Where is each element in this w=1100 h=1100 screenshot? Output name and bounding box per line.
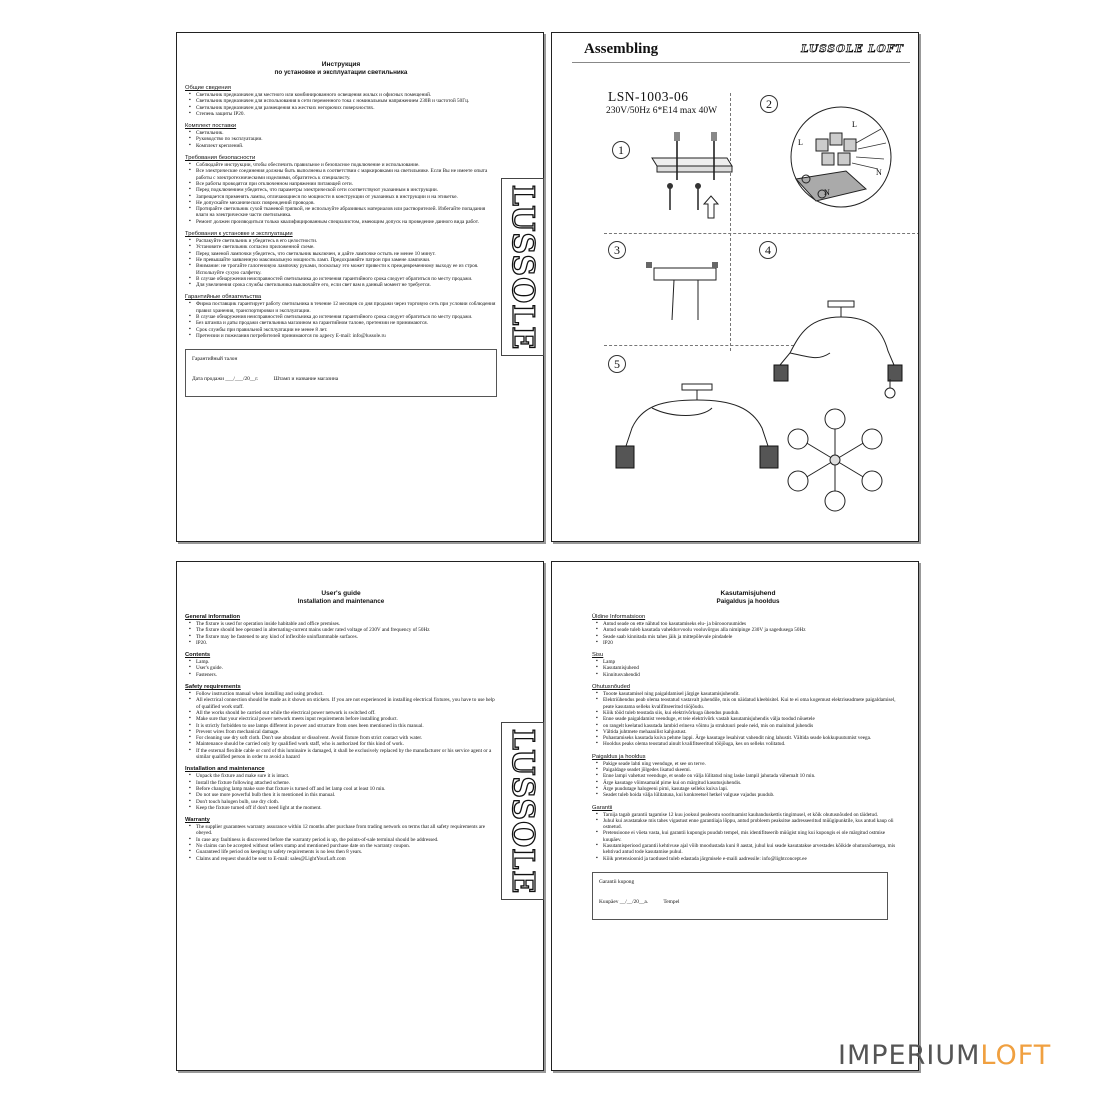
- en-section: [185, 684, 497, 760]
- list-item: ▪ Elektriühendus peab olema teostatud vastavalt juhendile, mis on näidatud kleebisitel. Kui te ei oma kogemust elektriseadmete paigaldamisel, peate kasutama selleks kvalifitseeritud tööjõudu.: [596, 697, 904, 710]
- list-item: ▪ Hooldus peaks olema teostatud ainult kvalifitseeritud tööjõuga, kes on selleks volitatud.: [596, 741, 904, 747]
- wiring-connection-diagram: [786, 99, 906, 219]
- list-item: ▪ Pretensioone ei võeta vasta, kui garantii kupongis puudub tempel, mis identifitseerib müügist ning kui kupongis ei ole märgitud ostmise kuupäev.: [596, 830, 904, 843]
- list-item: ▪ Antud seade on ette nähtud too kasutamiseks elu- ja büroooruumides: [596, 621, 904, 627]
- list-item: ▪ Install the fixture following attached scheme.: [189, 780, 497, 786]
- divider-h2: [604, 345, 794, 346]
- list-item: ▪ Для увеличения срока службы светильника выключайте его, если свет вам в данный момент не требуется.: [189, 282, 497, 288]
- list-item: ▪ Ремонт должен производиться только квалифицированным специалистом, имеющим допуск на проведение данного вида работ.: [189, 219, 497, 225]
- list-item: ▪ Фирма поставщик гарантирует работу светильника в течение 12 месяцев со дня продажи через торговую сеть при условии соблюдения правил хранения, транспортировки и эксплуатации.: [189, 301, 497, 314]
- title-rule: [572, 62, 910, 63]
- ru-sections: [185, 85, 497, 339]
- model-number: LSN-1003-06: [608, 89, 689, 104]
- ru-section-heading: Общие сведения: [185, 85, 231, 91]
- ru-section-heading: Требования к установке и эксплуатации: [185, 231, 293, 238]
- ee-section-list: [592, 621, 904, 646]
- list-item: ▪ Do not use more powerful bulb then it is mentioned in this manual.: [189, 792, 497, 798]
- list-item: ▪ Lamp: [596, 659, 904, 665]
- ee-sections: [592, 614, 904, 862]
- list-item: ▪ Maintenance should be carried only by qualified work staff, who is authorized for this kind of work.: [189, 741, 497, 747]
- russian-instruction-body: [185, 61, 497, 397]
- ee-section-heading: Sisu: [592, 652, 604, 659]
- watermark-part1: IMPERIUM: [838, 1040, 981, 1071]
- ee-title: Kasutamisjuhend: [720, 590, 776, 597]
- ru-coupon-title: Гарантийный талон: [192, 356, 238, 363]
- list-item: ▪ Make sure that your electrical power network meets input requirements before installing product.: [189, 716, 497, 722]
- ru-section: [185, 123, 497, 149]
- top-view-diagram: [780, 405, 890, 515]
- en-section-list: [185, 824, 497, 862]
- lussole-logo-text-3: LUSSOLE: [505, 728, 541, 894]
- ru-section: [185, 85, 497, 117]
- list-item: ▪ If the external flexible cable or cord of this luminaire is damaged, it shall be exclusively replaced by the manufacturer or his service agent or a similar qualified person in order to avoid a hazard: [189, 748, 497, 761]
- list-item: ▪ Светильник предназначен для местного или комбинированного освещения жилых и офисных помещений.: [189, 92, 497, 98]
- list-item: ▪ Претензии и пожелания потребителей принимаются по адресу E-mail: info@lussole.ru: [189, 333, 497, 339]
- list-item: ▪ It is strictly forbidden to use lamps different in power and structure from ones been mentioned in this manual.: [189, 723, 497, 729]
- list-item: ▪ The fixture is used for operation inside habitable and office premises.: [189, 621, 497, 627]
- list-item: ▪ Светильник предназначен для использования в сети переменного тока с номинальным напряжением 230В и частотой 50Гц.: [189, 98, 497, 104]
- list-item: ▪ Светильник предназначен для размещения на жестких негорючих поверхностях.: [189, 105, 497, 111]
- ru-section-list: [185, 162, 497, 225]
- en-section-list: [185, 621, 497, 646]
- list-item: ▪ For cleaning use dry soft cloth. Don't use abradant or dissolvent. Avoid fixture from strict contact with water.: [189, 735, 497, 741]
- list-item: ▪ Распакуйте светильник и убедитесь в его целостности.: [189, 238, 497, 244]
- en-section: [185, 817, 497, 862]
- list-item: ▪ Светильник.: [189, 130, 497, 136]
- list-item: ▪ IP20.: [189, 640, 497, 646]
- list-item: ▪ Guaranteed life period on keeping to safety requirements is no less then 8 years.: [189, 849, 497, 855]
- list-item: ▪ Запрещается применять лампы, отличающиеся по мощности в конструкции от указанных в инструкции и на этикетке.: [189, 194, 497, 200]
- list-item: ▪ Follow instruction manual when installing and using product.: [189, 691, 497, 697]
- list-item: ▪ Tooote kasutamisel ning paigaldamisel järgige kasutamisjuhendit.: [596, 691, 904, 697]
- ee-coupon-title: Garantii kupong: [599, 878, 635, 885]
- ee-warranty-coupon: [592, 872, 888, 920]
- list-item: ▪ Vältida juhtmete mehaanilist kahjustust.: [596, 729, 904, 735]
- list-item: ▪ Все электрические соединения должны быть выполнены в соответствии с маркировками на светильнике. Если Вы не имеете опыта работы с электротехническими изделиями, обратитесь к специалисту.: [189, 168, 497, 181]
- list-item: ▪ Ärge kasutage võimsamaid pirne kui on märgitud kasutusjuhendis.: [596, 780, 904, 786]
- ru-section-heading: Комплект поставки: [185, 123, 237, 130]
- step-3-number: 3: [608, 241, 626, 259]
- en-sections: [185, 614, 497, 862]
- en-section: [185, 614, 497, 646]
- en-section-heading: Safety requirements: [185, 684, 241, 691]
- imperiumloft-watermark: [838, 1040, 1051, 1071]
- list-item: ▪ Unpack the fixture and make sure it is intact.: [189, 773, 497, 779]
- list-item: ▪ В случае обнаружения неисправностей светильника до истечения гарантийного срока следует обратиться по месту продажи.: [189, 276, 497, 282]
- ee-section-list: [592, 761, 904, 799]
- list-item: ▪ Kinnitusvahendid: [596, 672, 904, 678]
- ru-warranty-coupon: [185, 349, 497, 397]
- list-item: ▪ Протирайте светильник сухой тканевой тряпкой, не используйте абразивных материалов или растворителей. Избегайте попадания влаги на электрические части светильника.: [189, 206, 497, 219]
- divider-h1: [604, 233, 919, 234]
- list-item: ▪ Ärge puudutage halogeeni pirni, kasutage selleks kuiva lapi.: [596, 786, 904, 792]
- list-item: ▪ Перед заменой лампочки убедитесь, что светильник выключен, и дайте лампочке остыть не менее 10 минут.: [189, 251, 497, 257]
- en-subtitle: Installation and maintenance: [297, 598, 385, 605]
- list-item: ▪ Все работы проводятся при отключенном напряжении питающей сети.: [189, 181, 497, 187]
- ru-title: Инструкция: [321, 61, 361, 68]
- ee-section-list: [592, 812, 904, 862]
- english-guide-page: [176, 561, 544, 1071]
- english-guide-body: [185, 590, 497, 868]
- step-5-number: 5: [608, 355, 626, 373]
- watermark-part2: LOFT: [980, 1040, 1052, 1071]
- en-section-list: [185, 691, 497, 760]
- list-item: ▪ В случае обнаружения неисправностей светильника до истечения гарантийного срока следует обратиться по месту продажи.: [189, 314, 497, 320]
- list-item: ▪ Kasutamisperiood garantii kehtivuse ajal võib moodustada kuni 8 aastat, juhul kui seade kasutatakse arvestades kõikide ohutusnõuetega, mis kehtivad antud tode kasutamise puhul.: [596, 843, 904, 856]
- lussole-logo-text: LUSSOLE: [505, 184, 541, 350]
- en-section-heading: Warranty: [185, 817, 210, 824]
- wire-label-n1: N: [876, 168, 882, 177]
- list-item: ▪ Kasutamisjuhend: [596, 665, 904, 671]
- list-item: ▪ IP20: [596, 640, 904, 646]
- wire-label-n2: N: [824, 188, 830, 197]
- list-item: ▪ Без штампа и даты продажи светильника магазином на гарантийном талоне, претензии не принимаются.: [189, 320, 497, 326]
- en-section: [185, 652, 497, 678]
- list-item: ▪ on rangelt keelatud kasutada lambid erineva võimu ja struktuuri peale neid, mis on mainitud juhendis: [596, 723, 904, 729]
- list-item: ▪ Enne seade paigaldamist veenduge, et teie elektrivõrk vastab kasutamisjuhendis välja toodud nõuetele: [596, 716, 904, 722]
- brand-logo: LUSSOLE LOFT: [801, 43, 904, 55]
- wire-label-l1: L: [852, 120, 857, 129]
- wire-label-l2: L: [798, 138, 803, 147]
- list-item: ▪ Before changing lamp make sure that fixture is turned off and let lamp cool at least 10 min.: [189, 786, 497, 792]
- list-item: ▪ Перед подключением убедитесь, что параметры электрической сети соответствуют указанным в инструкции.: [189, 187, 497, 193]
- step-4-number: 4: [759, 241, 777, 259]
- en-section-heading: Contents: [185, 652, 211, 659]
- ee-section-list: [592, 691, 904, 748]
- assembling-title: Assembling: [584, 41, 659, 57]
- list-item: ▪ Tarnija tagab garantii tagamise 12 kuu jooksul pealeostu soorituamist kaubanduskettis tingimusel, et kõik ohutusnõuded on täidetud.: [596, 812, 904, 818]
- ru-section-list: [185, 92, 497, 117]
- list-item: ▪ The supplier guarantees warranty assurance within 12 months after purchase from trading network on terms that all safety requirements are obeyed.: [189, 824, 497, 837]
- ee-section: [592, 754, 904, 799]
- lussole-logo-outline: [501, 178, 544, 356]
- list-item: ▪ Руководство по эксплуатации.: [189, 136, 497, 142]
- ee-section: [592, 805, 904, 862]
- estonian-guide-body: [592, 590, 904, 920]
- en-title: User's guide: [321, 590, 361, 597]
- list-item: ▪ Keep the fixture turned off if don't need light at the moment.: [189, 805, 497, 811]
- ee-section-heading: Paigaldus ja hooldus: [592, 753, 646, 760]
- list-item: ▪ User's guide.: [189, 665, 497, 671]
- ee-coupon-date: Kuupäev __/__/20__a.: [599, 898, 649, 905]
- list-item: ▪ Установите светильник согласно приложенной схеме.: [189, 244, 497, 250]
- list-item: ▪ All the works should be carried out while the electrical power network is switched off.: [189, 710, 497, 716]
- ru-section: [185, 231, 497, 288]
- russian-instruction-page: [176, 32, 544, 542]
- list-item: ▪ Don't touch halogen bulb, use dry cloth.: [189, 799, 497, 805]
- estonian-guide-page: [551, 561, 919, 1071]
- en-section-list: [185, 773, 497, 811]
- ru-coupon-date: Дата продажи ___/___/20__г.: [192, 376, 259, 383]
- list-item: ▪ No claims can be accepted without sellers stamp and mentioned purchase date on the warranty coupon.: [189, 843, 497, 849]
- ee-section-heading: Ohutusnõuded: [592, 684, 631, 691]
- list-item: ▪ Срок службы при правильной эксплуатации не менее 8 лет.: [189, 327, 497, 333]
- list-item: ▪ In case any faultiness is discovered before the warranty period is up, the points-of-sale terminal should be addressed.: [189, 837, 497, 843]
- ee-section: [592, 684, 904, 748]
- ru-section: [185, 294, 497, 339]
- en-section-list: [185, 659, 497, 678]
- list-item: ▪ Внимание: не трогайте галогеновую лампочку руками, поскольку это может привести к преждевременному выходу ее из строя. Используйте сухую салфетку.: [189, 263, 497, 276]
- list-item: ▪ Степень защиты IP20.: [189, 111, 497, 117]
- ee-section: [592, 652, 904, 678]
- list-item: ▪ Комплект креплений.: [189, 143, 497, 149]
- list-item: ▪ Antud seade tuleb kasutada vahelduvvoolu vooluvõrgus alla nimipinge 230V ja sagedusega 50Hz: [596, 627, 904, 633]
- ru-section-list: [185, 130, 497, 149]
- list-item: ▪ Fasteners.: [189, 672, 497, 678]
- electrical-spec: 230V/50Hz 6*E14 max 40W: [606, 106, 718, 116]
- list-item: ▪ The fixture should bee operated in alternating-current mains under rated voltage of 230V and frequency of 50Hz: [189, 627, 497, 633]
- ee-section-heading: Garantii: [592, 804, 613, 811]
- list-item: ▪ Lamp.: [189, 659, 497, 665]
- list-item: ▪ All electrical connection should be made as it shown on stickers. If you are not experienced in installing electrical fixtures, you have to use help of qualified work staff.: [189, 697, 497, 710]
- list-item: ▪ The fixture may be fastened to any kind of inflexible uninflammable surfaces.: [189, 634, 497, 640]
- list-item: ▪ Claims and request should be sent to E-mail: sales@LightYourLoft.com: [189, 856, 497, 862]
- list-item: ▪ Puhastamiseks kasutada kuiva pehme lappi. Ärge kasutage lesahivat vahendit ning lahustit. Vältida seade kokkupuutumist veega.: [596, 735, 904, 741]
- pendant-assembled-diagram: [770, 293, 910, 413]
- ru-section: [185, 155, 497, 225]
- ru-subtitle: по установке и эксплуатации светильника: [274, 69, 408, 76]
- ru-section-heading: Гарантийные обязательства: [185, 294, 262, 301]
- ee-coupon-stamp: Tempel: [663, 898, 680, 905]
- list-item: ▪ Juhul kui avastatakse mis tahes vigastust enne garantiiaja lõppu, antud probleem peaksitse aadresseeritud müügipunktile, kus antud kaup oli ostnetud.: [596, 818, 904, 831]
- list-item: ▪ Не превышайте заявленную максимальную мощность ламп. Предохраняйте патрон при замене лампочки.: [189, 257, 497, 263]
- list-item: ▪ Не допускайте механических повреждений проводов.: [189, 200, 497, 206]
- en-section-heading: General information: [185, 614, 241, 620]
- en-section: [185, 766, 497, 811]
- mounting-bracket-diagram: [642, 128, 752, 228]
- ru-section-list: [185, 238, 497, 288]
- step-2-number: 2: [760, 95, 778, 113]
- ru-section-list: [185, 301, 497, 339]
- lussole-logo-outline-3: [501, 722, 544, 900]
- list-item: ▪ Paigaldage seadet jõlgedes lisatud skeemi.: [596, 767, 904, 773]
- canopy-fixing-diagram: [642, 258, 732, 328]
- ru-coupon-stamp: Штамп и название магазина: [273, 376, 339, 383]
- ru-section-heading: Требования безопасности: [185, 155, 256, 162]
- ee-subtitle: Paigaldus ja hooldus: [716, 598, 780, 605]
- list-item: ▪ Соблюдайте инструкции, чтобы обеспечить правильное и безопасное подключение и использование.: [189, 162, 497, 168]
- pendant-arms-diagram: [612, 378, 782, 488]
- assembling-page: [551, 32, 919, 542]
- en-section-heading: Installation and maintenance: [185, 766, 265, 773]
- ee-section-heading: Üldine Informatsioon: [592, 614, 646, 620]
- list-item: ▪ Kõik pretensioonid ja taotlused tuleb edastada järgmisele e-maili aadressile: info@lightconcept.ee: [596, 856, 904, 862]
- list-item: ▪ Prevent wires from mechanical damage.: [189, 729, 497, 735]
- list-item: ▪ Enne lampi vahetust veenduge, et seade on välja lülitatud ning laske lampil jahutada vähemalt 10 min.: [596, 773, 904, 779]
- ee-section: [592, 614, 904, 646]
- step-1-number: 1: [612, 141, 630, 159]
- list-item: ▪ Pakige seade lahti ning veenduge, et see on terve.: [596, 761, 904, 767]
- list-item: ▪ Seade saab kinnitada mis tahes jäik ja mittepõlevale pindadele: [596, 634, 904, 640]
- ee-section-list: [592, 659, 904, 678]
- list-item: ▪ Kõik tööd tuleb teostada siis, kui elektrivõrkuga ühendus puudub.: [596, 710, 904, 716]
- list-item: ▪ Seadet tuleb hoida välja lülitatuna, kui konkreetsel hetkel valguse vajadus puudub.: [596, 792, 904, 798]
